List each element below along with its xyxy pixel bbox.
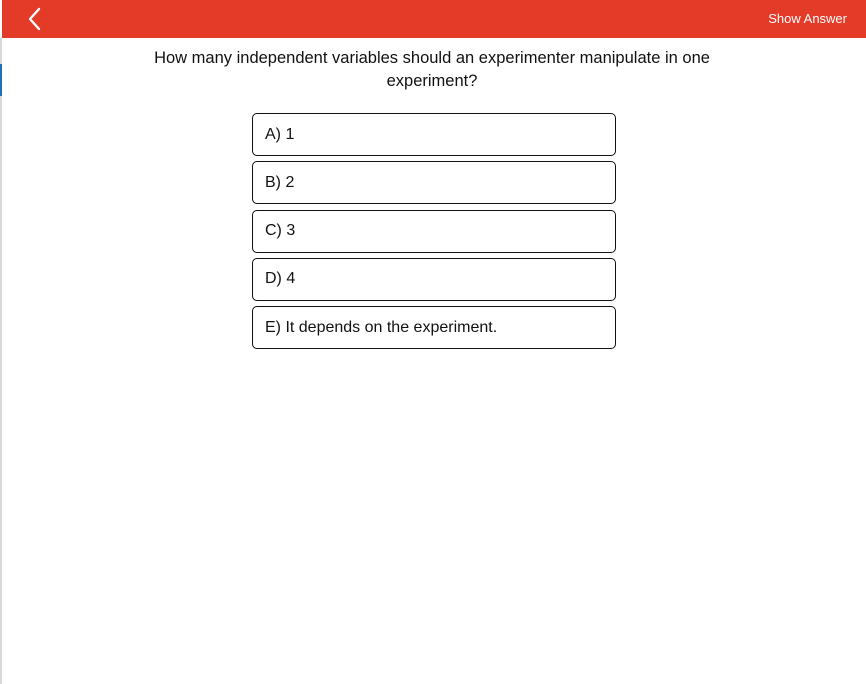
show-answer-button[interactable]: Show Answer: [768, 11, 847, 26]
answer-option-e[interactable]: [252, 306, 616, 349]
option-label: B) 2: [265, 173, 295, 191]
option-label: E) It depends on the experiment.: [265, 318, 498, 336]
option-label: C) 3: [265, 222, 296, 240]
option-label: D) 4: [265, 270, 296, 288]
answer-option-c[interactable]: [252, 210, 616, 253]
left-panel-edge: [0, 38, 2, 684]
answer-option-a[interactable]: [252, 113, 616, 156]
chevron-left-icon: [24, 6, 48, 32]
option-label: A) 1: [265, 125, 295, 143]
header-bar: [2, 0, 866, 38]
answer-options: [252, 113, 616, 354]
answer-option-d[interactable]: [252, 258, 616, 301]
answer-option-b[interactable]: [252, 161, 616, 204]
left-panel-accent: [0, 64, 2, 96]
back-button[interactable]: [24, 6, 48, 32]
question-text: How many independent variables should an experimenter manipulate in one experiment?: [154, 49, 710, 90]
